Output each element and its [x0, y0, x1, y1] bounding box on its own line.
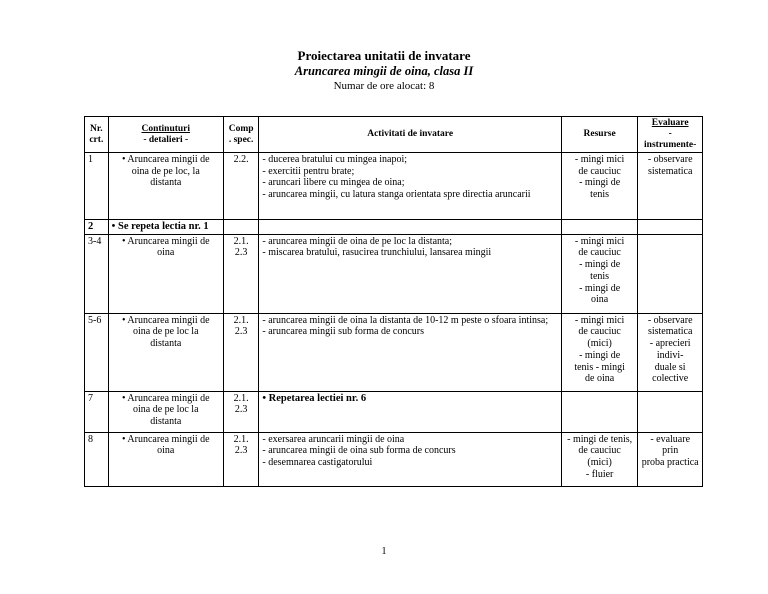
cell-competences — [223, 220, 259, 235]
cell-competences: 2.1. 2.3 — [223, 432, 259, 486]
cell-activities: - ducerea bratului cu mingea inapoi; - exercitii pentru brate; - aruncari libere cu mingea de oina; - aruncarea mingii, cu latura stanga orientata spre directia aruncarii — [259, 153, 562, 220]
cell-content: • Aruncarea mingii de oina — [108, 234, 223, 313]
cell-nr: 1 — [85, 153, 109, 220]
page-number: 1 — [381, 546, 387, 557]
hours-allocated: Numar de ore alocat: 8 — [333, 80, 435, 92]
cell-content: • Se repeta lectia nr. 1 — [108, 220, 223, 235]
table-row — [85, 313, 703, 391]
cell-evaluation: - evaluare prin proba practica — [638, 432, 703, 486]
document-title: Proiectarea unitatii de invatare — [297, 48, 471, 63]
cell-nr: 2 — [85, 220, 109, 235]
header-resources: Resurse — [561, 117, 637, 153]
cell-content: • Aruncarea mingii de oina de pe loc la distanta — [108, 313, 223, 391]
cell-competences: 2.2. — [223, 153, 259, 220]
header-evaluation: Evaluare - instrumente- — [638, 117, 703, 153]
learning-unit-table — [84, 116, 703, 487]
table-header-row — [85, 117, 703, 153]
table-row — [85, 391, 703, 432]
cell-nr: 5-6 — [85, 313, 109, 391]
header-activities: Activitati de invatare — [259, 117, 562, 153]
header-nr: Nr. crt. — [85, 117, 109, 153]
cell-resources: - mingi de tenis, de cauciuc (mici) - fluier — [561, 432, 637, 486]
cell-evaluation: - observare sistematica - aprecieri indivi- duale si colective — [638, 313, 703, 391]
cell-activities: • Repetarea lectiei nr. 6 — [259, 391, 562, 432]
table-row — [85, 220, 703, 235]
cell-competences: 2.1. 2.3 — [223, 234, 259, 313]
cell-evaluation — [638, 220, 703, 235]
cell-activities — [259, 220, 562, 235]
cell-activities: - aruncarea mingii de oina de pe loc la distanta; - miscarea bratului, rasucirea trunchiului, lansarea mingii — [259, 234, 562, 313]
cell-resources — [561, 391, 637, 432]
document-subtitle: Aruncarea mingii de oina, clasa II — [294, 64, 474, 78]
table-row — [85, 153, 703, 220]
cell-content: • Aruncarea mingii de oina de pe loc, la distanta — [108, 153, 223, 220]
cell-evaluation — [638, 391, 703, 432]
cell-resources: - mingi mici de cauciuc (mici) - mingi de tenis - mingi de oina — [561, 313, 637, 391]
cell-nr: 8 — [85, 432, 109, 486]
header-competences: Comp . spec. — [223, 117, 259, 153]
cell-competences: 2.1. 2.3 — [223, 391, 259, 432]
cell-resources: - mingi mici de cauciuc - mingi de tenis — [561, 153, 637, 220]
cell-evaluation — [638, 234, 703, 313]
cell-nr: 7 — [85, 391, 109, 432]
header-content: Continuturi - detalieri - — [108, 117, 223, 153]
cell-resources: - mingi mici de cauciuc - mingi de tenis - mingi de oina — [561, 234, 637, 313]
title-block — [0, 48, 768, 93]
cell-content: • Aruncarea mingii de oina de pe loc la distanta — [108, 391, 223, 432]
cell-resources — [561, 220, 637, 235]
cell-competences: 2.1. 2.3 — [223, 313, 259, 391]
cell-content: • Aruncarea mingii de oina — [108, 432, 223, 486]
table-row — [85, 432, 703, 486]
cell-evaluation: - observare sistematica — [638, 153, 703, 220]
cell-nr: 3-4 — [85, 234, 109, 313]
table-row — [85, 234, 703, 313]
cell-activities: - exersarea aruncarii mingii de oina - aruncarea mingii de oina sub forma de concurs - desemnarea castigatorului — [259, 432, 562, 486]
cell-activities: - aruncarea mingii de oina la distanta de 10-12 m peste o sfoara intinsa; - aruncarea mingii sub forma de concurs — [259, 313, 562, 391]
